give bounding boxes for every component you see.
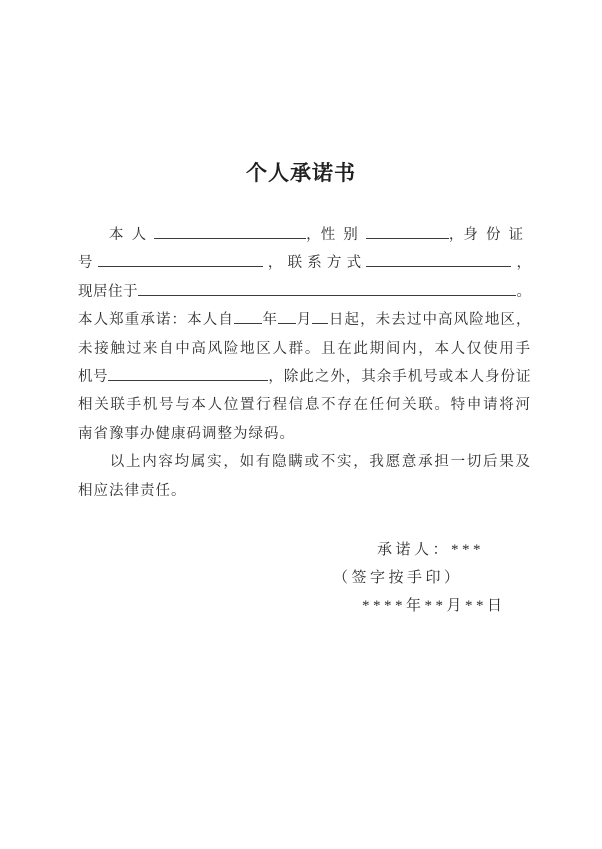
year-label: 年	[261, 312, 279, 329]
body-line-8	[78, 420, 531, 448]
line5-text: 未接触过来自中高风险地区人群。且在此期间内，本人仅使用手	[78, 340, 531, 357]
id-number-label-part1: 身份证	[463, 227, 532, 243]
phone-label: 机号	[78, 368, 108, 385]
month-blank-field	[278, 308, 296, 324]
id-number-label-part2: 号	[78, 255, 98, 272]
id-number-blank-field	[98, 251, 263, 267]
month-label: 月	[296, 312, 313, 329]
name-label: 本人	[109, 227, 155, 243]
comma: ，	[306, 227, 321, 243]
gender-blank-field	[366, 223, 449, 239]
document-body	[78, 221, 531, 505]
address-blank-field	[138, 280, 516, 296]
pledge-intro: 本人郑重承诺：本人自	[78, 312, 234, 329]
body-line-1	[78, 221, 531, 249]
line10-text: 相应法律责任。	[78, 482, 187, 499]
signature-block	[78, 536, 531, 620]
comma: ，	[262, 255, 288, 272]
address-label: 现居住于	[78, 283, 138, 300]
signature-note-line: （签字按手印）	[333, 570, 463, 586]
line8-text: 南省豫事办健康码调整为绿码。	[78, 425, 295, 442]
contact-label: 联系方式	[287, 255, 367, 272]
name-blank-field	[154, 223, 306, 239]
comma: ，	[511, 255, 531, 272]
body-line-7	[78, 391, 531, 419]
phone-blank-field	[108, 365, 268, 381]
body-line-6	[78, 363, 531, 391]
promiser-line: 承诺人：***	[377, 542, 485, 558]
comma: ，	[448, 227, 464, 243]
line7-text: 相关联手机号与本人位置行程信息不存在任何关联。特申请将河	[78, 397, 531, 414]
gender-label: 性别	[320, 227, 366, 243]
year-blank-field	[234, 308, 262, 324]
body-line-5	[78, 335, 531, 363]
signature-date-line: ****年**月**日	[362, 598, 506, 614]
document-title: 个人承诺书	[246, 161, 356, 185]
line4-tail-text: 日起，未去过中高风险地区，	[328, 312, 532, 329]
body-line-2	[78, 249, 531, 277]
body-line-4	[78, 306, 531, 334]
body-line-3	[78, 278, 531, 306]
period: 。	[516, 283, 531, 300]
line6-tail-text: ，除此之外，其余手机号或本人身份证	[267, 368, 532, 385]
line9-text: 以上内容均属实，如有隐瞒或不实，我愿意承担一切后果及	[109, 454, 531, 471]
body-line-9	[78, 448, 531, 476]
day-blank-field	[312, 308, 328, 324]
body-line-10	[78, 477, 531, 505]
contact-blank-field	[366, 251, 511, 267]
